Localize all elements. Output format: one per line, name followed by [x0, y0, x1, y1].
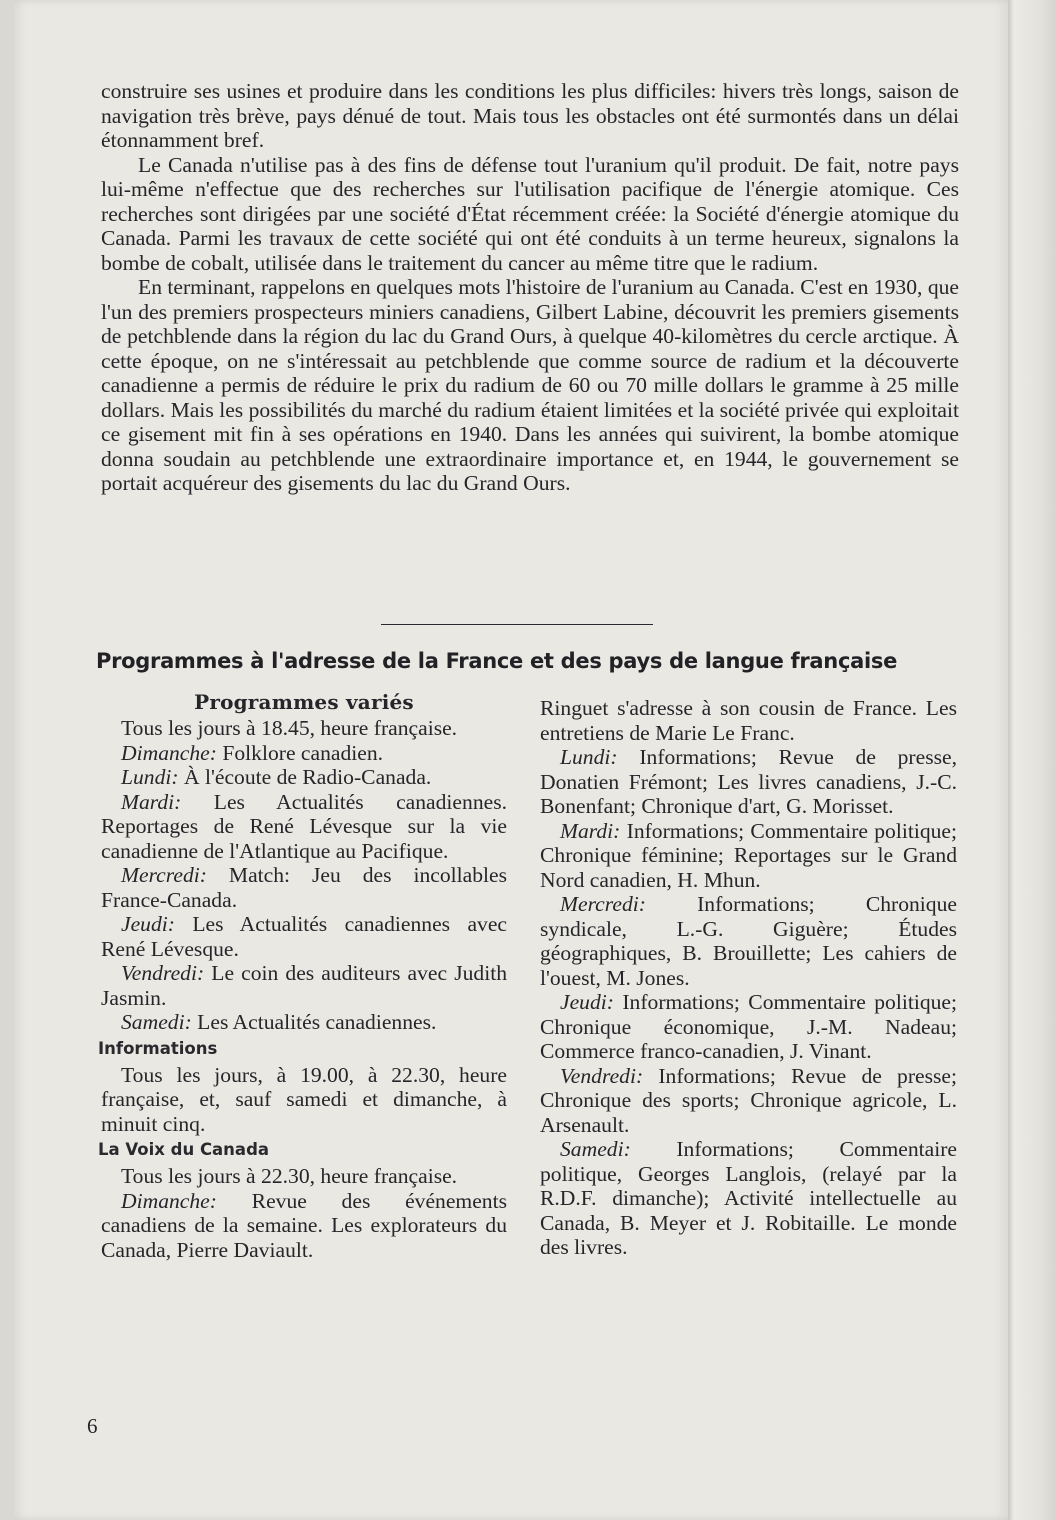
day-text: Les Actualités canadiennes.: [191, 1010, 437, 1034]
informations-title: Informations: [98, 1038, 218, 1058]
day-label: Lundi:: [560, 745, 618, 769]
programmes-varies-list: [101, 741, 507, 1035]
day-text: Informations; Revue de presse, Donatien Frémont; Les livres canadiens, J.-C. Bonenfant; Chronique d'art, G. Morisset.: [540, 745, 957, 818]
schedule-entry: [101, 1010, 507, 1035]
schedule-entry: [101, 912, 507, 961]
day-label: Lundi:: [121, 765, 179, 789]
day-text: À l'écoute de Radio-Canada.: [178, 765, 432, 789]
programmes-varies-intro: Tous les jours à 18.45, heure française.: [121, 716, 458, 740]
section-title: Programmes à l'adresse de la France et des pays de langue française: [96, 649, 898, 673]
programmes-varies-title: Programmes variés: [194, 690, 414, 714]
voix-du-canada-title: La Voix du Canada: [98, 1140, 270, 1159]
book-spine: [1008, 0, 1056, 1520]
paragraph-defense: Le Canada n'utilise pas à des fins de défense tout l'uranium qu'il produit. De fait, notre pays lui-même n'effectue que des recherches sur l'utilisation pacifique de l'énergie atomique. Ces recherches sont dirigées par une société d'État récemment créée: la Société d'énergie atomique du Canada. Parmi les travaux de cette société qui ont été conduits à un terme heureux, signalons la bombe de cobalt, utilisée dans le traitement du cancer au même titre que le radium.: [101, 152, 959, 275]
schedule-entry: [101, 765, 507, 790]
day-text: Informations; Commentaire politique, Georges Langlois, (relayé par la R.D.F. dimanche); Activité intellectuelle au Canada, B. Meyer et J. Robitaille. Le monde des livres.: [540, 1137, 957, 1259]
left-column: [98, 690, 507, 1262]
schedule-entry: [101, 790, 507, 864]
day-text: Informations; Commentaire politique; Chronique féminine; Reportages sur le Grand Nord canadien, H. Mhun.: [540, 818, 957, 892]
schedule-entry: [540, 819, 957, 893]
page-number: 6: [87, 1414, 98, 1438]
informations-text: Tous les jours, à 19.00, à 22.30, heure française, et, sauf samedi et dimanche, à minuit cinq.: [101, 1062, 507, 1136]
right-column: [540, 696, 957, 1260]
day-text: Les Actualités canadiennes avec René Lévesque.: [101, 912, 507, 961]
day-label: Vendredi:: [560, 1063, 644, 1088]
schedule-entry: [540, 745, 957, 819]
day-label: Mercredi:: [560, 892, 646, 916]
schedule-entry: [101, 961, 507, 1010]
day-text: Informations; Chronique syndicale, L.-G. Giguère; Études géographiques, B. Brouillette; Les cahiers de l'ouest, M. Jones.: [540, 892, 957, 990]
day-label: Jeudi:: [560, 990, 614, 1014]
day-text: Informations; Revue de presse; Chronique des sports; Chronique agricole, L. Arsenault.: [540, 1063, 957, 1137]
day-text: Les Actualités canadiennes. Reportages de René Lévesque sur la vie canadienne de l'Atlantique au Pacifique.: [101, 789, 507, 863]
voix-dimanche-entry: [101, 1189, 507, 1263]
paragraph-construction: construire ses usines et produire dans les conditions les plus difficiles: hivers très longs, saison de navigation très brève, pays dénué de tout. Mais tous les obstacles ont été surmontés dans un délai étonnamment bref.: [101, 79, 959, 152]
day-text: Revue des événements canadiens de la semaine. Les explorateurs du Canada, Pierre Daviault.: [101, 1188, 507, 1262]
schedule-entry: [540, 1137, 957, 1260]
schedule-entry: [540, 892, 957, 990]
day-text: Folklore canadien.: [216, 740, 384, 765]
schedule-entry: [540, 990, 957, 1064]
day-label: Samedi:: [560, 1137, 631, 1161]
day-label: Vendredi:: [121, 961, 205, 985]
paragraph-history: En terminant, rappelons en quelques mots l'histoire de l'uranium au Canada. C'est en 1930, que l'un des premiers prospecteurs miniers canadiens, Gilbert Labine, découvrit les premiers gisements de petchblende dans la région du lac du Grand Ours, à quelque 40-kilomètres du cercle arctique. À cette époque, on ne s'intéressait au petchblende que comme source de radium et la découverte canadienne a permis de réduire le prix du radium de 60 ou 70 mille dollars le gramme à 25 mille dollars. Mais les possibilités du marché du radium étaient limitées et la société privée qui exploitait ce gisement mit fin à ses opérations en 1940. Dans les années qui suivirent, la bombe atomique donna soudain au petchblende une extraordinaire importance et, en 1944, le gouvernement se portait acquéreur des gisements du lac du Grand Ours.: [101, 275, 959, 495]
day-label: Dimanche:: [121, 740, 217, 765]
top-text-block: [101, 79, 959, 496]
day-text: Le coin des auditeurs avec Judith Jasmin.: [101, 961, 507, 1010]
day-label: Mardi:: [560, 818, 621, 843]
day-label: Dimanche:: [121, 1188, 217, 1213]
day-text: Informations; Commentaire politique; Chronique économique, J.-M. Nadeau; Commerce franco-canadien, J. Vinant.: [540, 990, 957, 1063]
day-text: Match: Jeu des incollables France-Canada.: [101, 863, 507, 912]
continuation-text: Ringuet s'adresse à son cousin de France. Les entretiens de Marie Le Franc.: [540, 696, 957, 745]
right-days-list: [540, 745, 957, 1260]
schedule-entry: [540, 1064, 957, 1138]
day-label: Samedi:: [121, 1010, 192, 1034]
day-label: Mercredi:: [121, 863, 207, 887]
schedule-entry: [101, 863, 507, 912]
voix-du-canada-intro: Tous les jours à 22.30, heure française.: [121, 1164, 458, 1188]
schedule-entry: [101, 741, 507, 766]
section-divider: [381, 624, 653, 625]
day-label: Mardi:: [121, 789, 182, 814]
day-label: Jeudi:: [121, 912, 175, 936]
